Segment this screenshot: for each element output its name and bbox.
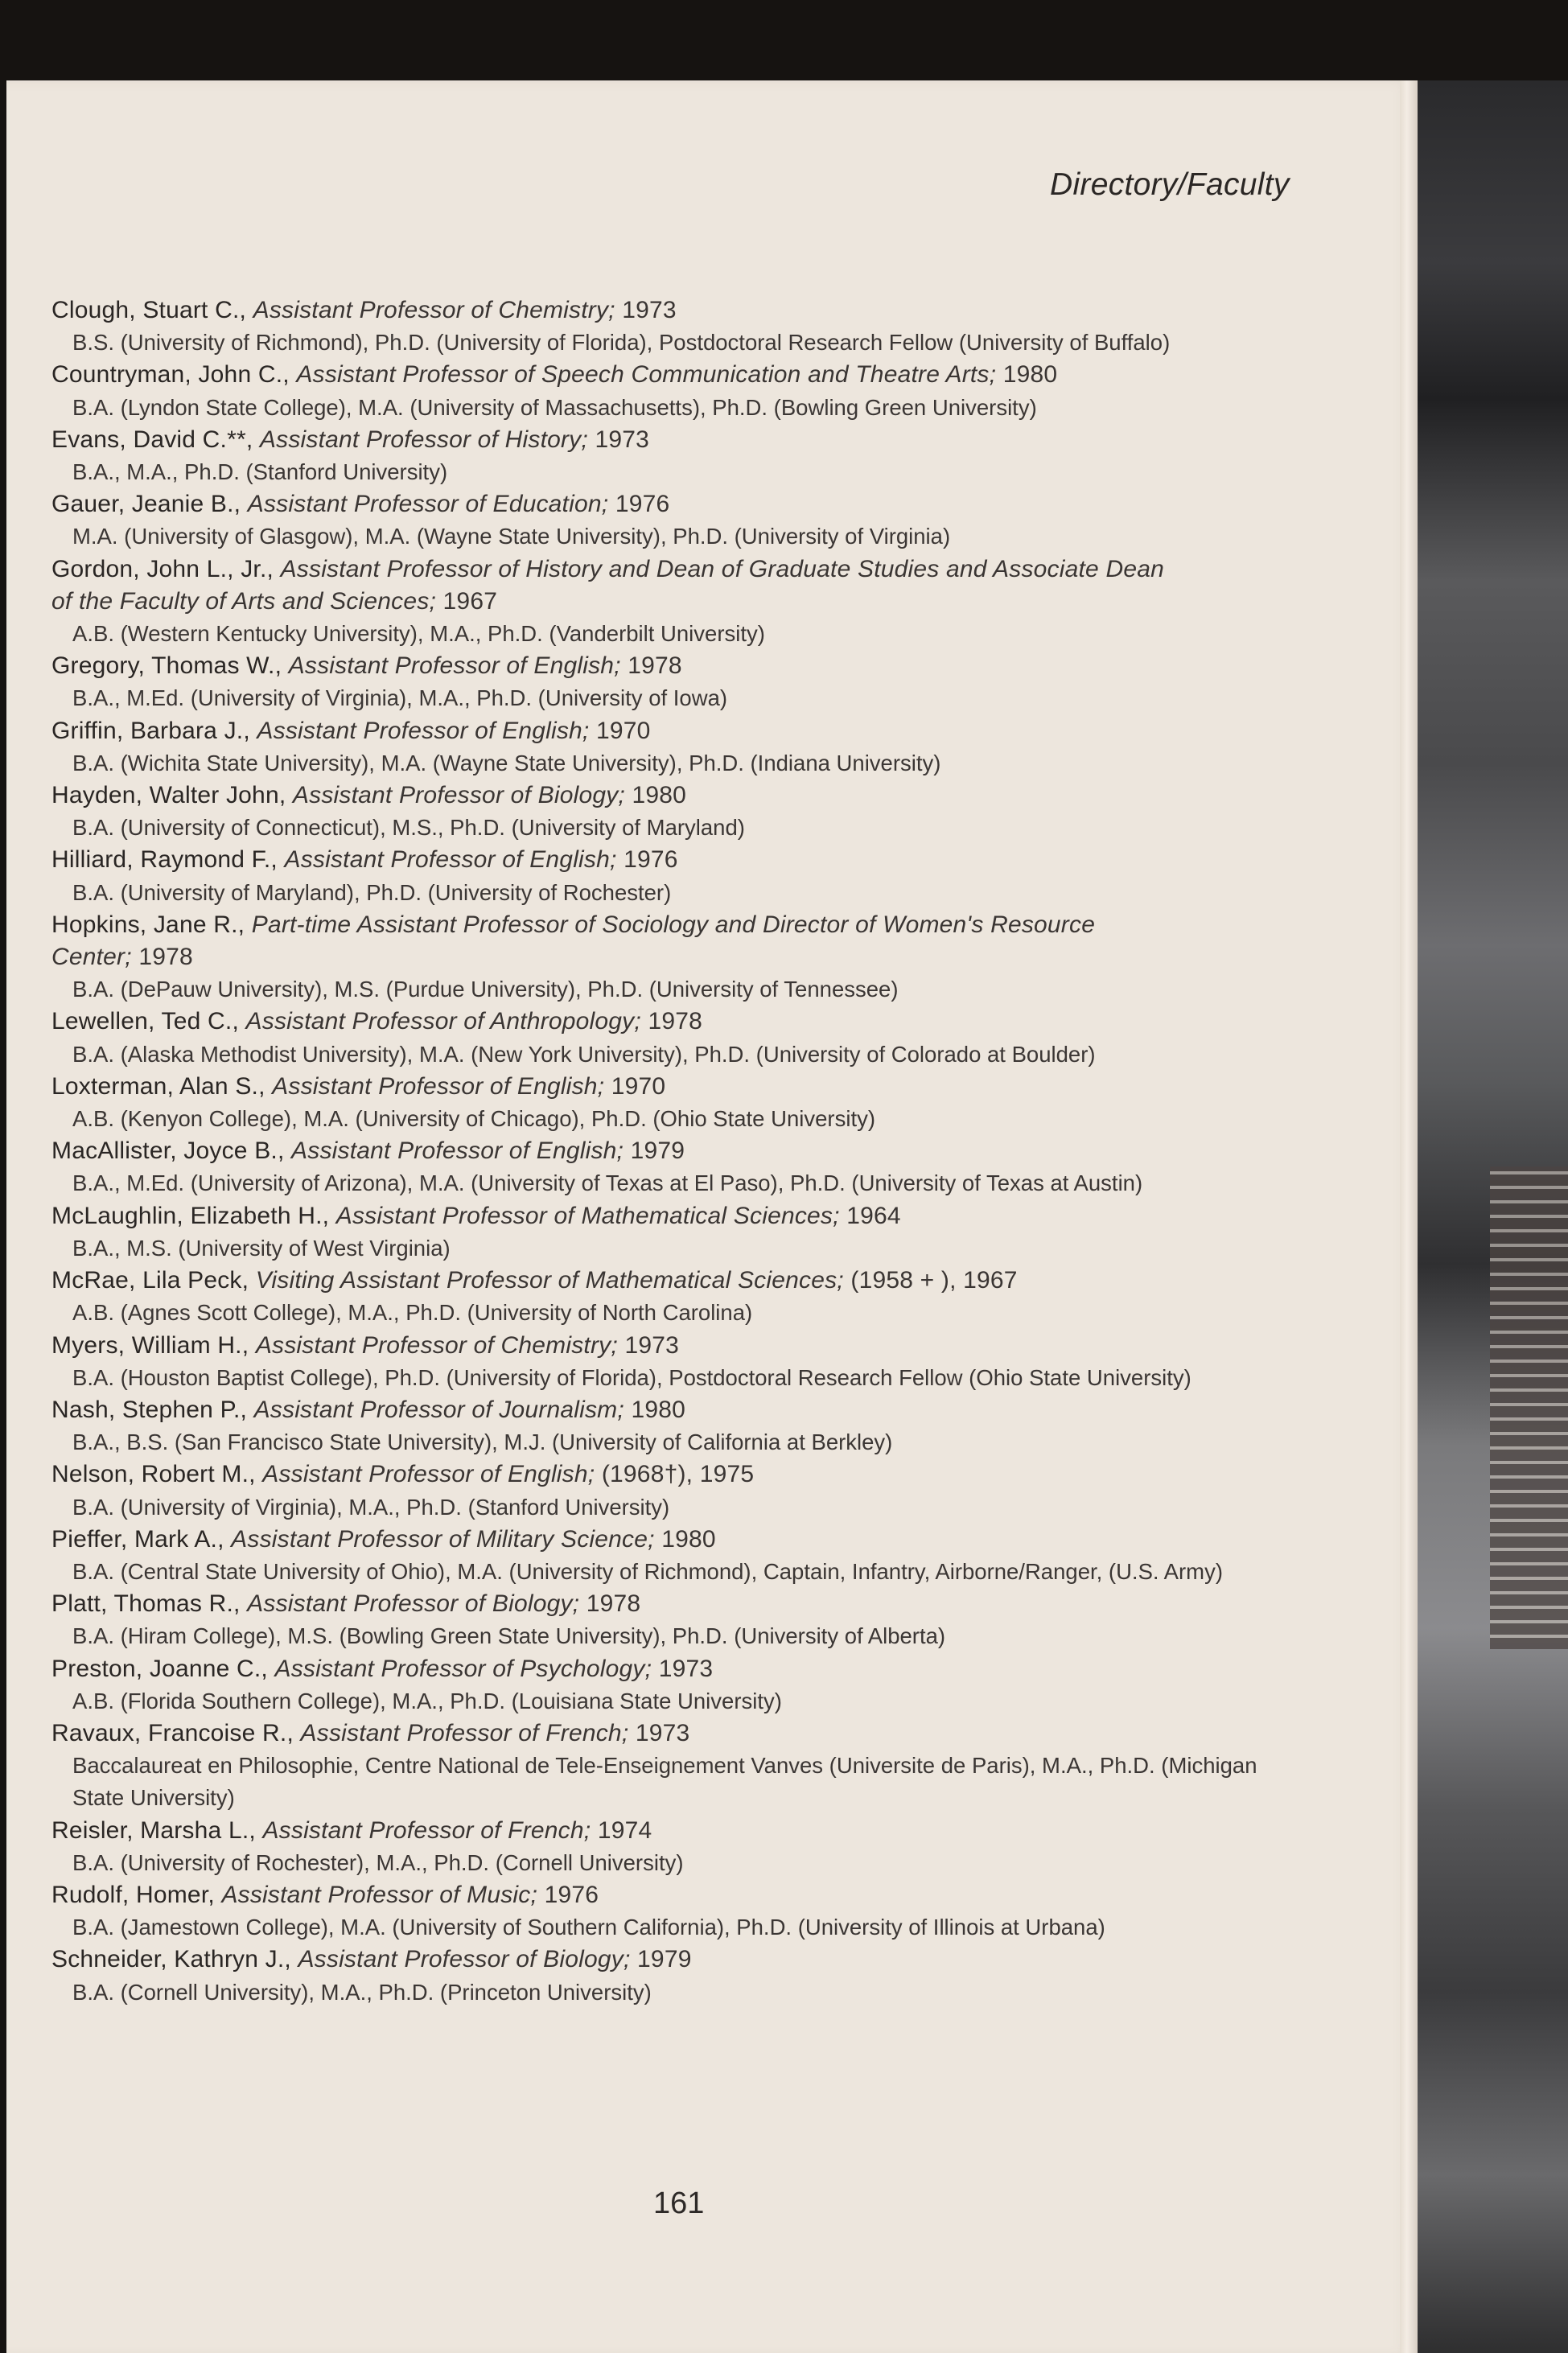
faculty-degrees: M.A. (University of Glasgow), M.A. (Wayne State University), Ph.D. (University of Virginia): [72, 524, 951, 549]
faculty-name: McRae, Lila Peck,: [51, 1267, 249, 1294]
faculty-title: Assistant Professor of Psychology;: [274, 1655, 652, 1682]
faculty-title: Assistant Professor of English;: [262, 1461, 595, 1488]
faculty-entry-heading: [51, 424, 1307, 456]
faculty-degrees: B.A., M.Ed. (University of Virginia), M.A., Ph.D. (University of Iowa): [72, 685, 728, 711]
faculty-name: Loxterman, Alan S.,: [51, 1072, 265, 1100]
faculty-directory-list: [51, 294, 1307, 2009]
faculty-degrees: B.A. (Jamestown College), M.A. (University of Southern California), Ph.D. (University of Illinois at Urbana): [72, 1915, 1105, 1940]
faculty-title: Assistant Professor of Mathematical Sciences;: [335, 1202, 840, 1229]
faculty-degrees: B.A., M.S. (University of West Virginia): [72, 1235, 451, 1261]
faculty-name: Platt, Thomas R.,: [51, 1590, 241, 1618]
faculty-entry: [51, 1071, 1307, 1135]
faculty-title: Assistant Professor of Military Science;: [231, 1525, 655, 1553]
faculty-year: 1978: [648, 1008, 702, 1035]
faculty-title: Assistant Professor of Anthropology;: [245, 1008, 641, 1035]
faculty-entry-heading: [51, 844, 1307, 876]
faculty-name: Nash, Stephen P.,: [51, 1396, 248, 1423]
faculty-entry: [51, 294, 1307, 359]
faculty-entry-heading: [51, 1135, 1307, 1167]
faculty-entry: [51, 1330, 1307, 1394]
faculty-entry: [51, 780, 1307, 844]
faculty-title: Assistant Professor of Biology;: [292, 782, 625, 809]
faculty-degrees: B.A. (Central State University of Ohio), M.A. (University of Richmond), Captain, Infantry, Airborne/Ranger, (U.S. Army): [72, 1558, 1223, 1584]
faculty-name: Gauer, Jeanie B.,: [51, 491, 241, 518]
faculty-degrees: B.A. (University of Virginia), M.A., Ph.D. (Stanford University): [72, 1494, 670, 1520]
page-number: 161: [653, 2186, 705, 2220]
faculty-entry-heading: [51, 1588, 1307, 1620]
faculty-title: Assistant Professor of Chemistry;: [253, 297, 615, 323]
faculty-name: Myers, William H.,: [51, 1331, 249, 1359]
faculty-name: McLaughlin, Elizabeth H.,: [51, 1202, 330, 1229]
faculty-name: Pieffer, Mark A.,: [51, 1525, 224, 1553]
faculty-title: Assistant Professor of French;: [262, 1816, 591, 1844]
faculty-degrees: B.A., B.S. (San Francisco State University), M.J. (University of California at Berkley): [72, 1429, 893, 1455]
faculty-entry-heading: [51, 1394, 1307, 1426]
faculty-title: Assistant Professor of History;: [259, 426, 588, 453]
faculty-title: Assistant Professor of Chemistry;: [255, 1331, 618, 1359]
faculty-year: 1973: [635, 1719, 690, 1746]
faculty-entry-heading: [51, 1717, 1307, 1750]
faculty-entry: [51, 1588, 1307, 1652]
faculty-year: 1967: [442, 587, 498, 615]
faculty-year: 1979: [630, 1137, 685, 1165]
faculty-entry: [51, 488, 1307, 553]
faculty-entry-heading: [51, 1815, 1307, 1847]
faculty-name: Ravaux, Francoise R.,: [51, 1719, 294, 1746]
faculty-name: Reisler, Marsha L.,: [51, 1816, 256, 1844]
faculty-entry: [51, 553, 1307, 651]
faculty-entry-heading: [51, 650, 1307, 682]
faculty-entry: [51, 1200, 1307, 1265]
faculty-title: Part-time Assistant Professor of Sociology and Director of Women's Resource: [251, 911, 1096, 938]
faculty-entry-heading: [51, 1330, 1307, 1362]
faculty-title-continued: of the Faculty of Arts and Sciences;: [51, 587, 436, 615]
faculty-year: 1976: [623, 846, 678, 874]
faculty-entry: [51, 359, 1307, 423]
faculty-title: Assistant Professor of Journalism;: [253, 1396, 624, 1423]
faculty-degrees: B.S. (University of Richmond), Ph.D. (University of Florida), Postdoctoral Research Fellow (University of Buffalo): [72, 330, 1171, 356]
faculty-title: Assistant Professor of English;: [272, 1072, 605, 1100]
faculty-title: Assistant Professor of Speech Communication and Theatre Arts;: [296, 361, 997, 389]
faculty-entry: [51, 1458, 1307, 1523]
faculty-title-continued: Center;: [51, 944, 132, 971]
faculty-name: Hilliard, Raymond F.,: [51, 846, 278, 874]
faculty-year: 1978: [586, 1590, 641, 1618]
background-strip: [1418, 80, 1568, 2353]
faculty-entry-heading: [51, 909, 1307, 973]
faculty-entry: [51, 1006, 1307, 1070]
faculty-entry-heading: [51, 715, 1307, 747]
faculty-degrees: B.A., M.A., Ph.D. (Stanford University): [72, 459, 448, 485]
faculty-title: Assistant Professor of Biology;: [298, 1946, 631, 1973]
faculty-year: 1976: [544, 1881, 599, 1908]
faculty-year: 1979: [637, 1946, 692, 1973]
faculty-degrees: Baccalaureat en Philosophie, Centre National de Tele-Enseignement Vanves (Universite de Paris), M.A., Ph.D. (Michigan State University): [72, 1753, 1257, 1811]
faculty-degrees: B.A. (Alaska Methodist University), M.A. (New York University), Ph.D. (University of Colorado at Boulder): [72, 1041, 1096, 1067]
faculty-entry: [51, 1394, 1307, 1458]
faculty-entry: [51, 1653, 1307, 1717]
faculty-year: 1980: [1002, 361, 1058, 389]
faculty-entry-heading: [51, 553, 1307, 618]
faculty-entry: [51, 1944, 1307, 2008]
faculty-degrees: A.B. (Florida Southern College), M.A., Ph.D. (Louisiana State University): [72, 1688, 782, 1713]
faculty-year: 1973: [622, 297, 677, 323]
faculty-entry: [51, 1879, 1307, 1944]
faculty-title: Assistant Professor of History and Dean of Graduate Studies and Associate Dean: [280, 555, 1164, 582]
faculty-name: Schneider, Kathryn J.,: [51, 1946, 291, 1973]
faculty-entry: [51, 1815, 1307, 1879]
faculty-degrees: B.A. (DePauw University), M.S. (Purdue University), Ph.D. (University of Tennessee): [72, 977, 899, 1002]
faculty-degrees: A.B. (Western Kentucky University), M.A., Ph.D. (Vanderbilt University): [72, 621, 765, 647]
faculty-year: 1980: [632, 782, 687, 809]
faculty-entry-heading: [51, 1879, 1307, 1911]
faculty-name: MacAllister, Joyce B.,: [51, 1137, 285, 1165]
faculty-name: Hopkins, Jane R.,: [51, 911, 245, 938]
faculty-entry-heading: [51, 1071, 1307, 1103]
faculty-entry-heading: [51, 1200, 1307, 1232]
faculty-year: 1978: [628, 652, 682, 680]
faculty-title: Assistant Professor of Biology;: [247, 1590, 580, 1618]
faculty-title: Assistant Professor of Education;: [247, 491, 609, 518]
faculty-entry: [51, 1717, 1307, 1815]
faculty-name: Evans, David C.**,: [51, 426, 253, 453]
faculty-title: Assistant Professor of English;: [291, 1137, 624, 1165]
faculty-degrees: B.A. (University of Connecticut), M.S., Ph.D. (University of Maryland): [72, 815, 745, 841]
faculty-entry-heading: [51, 488, 1307, 520]
faculty-year: 1976: [615, 491, 670, 518]
faculty-year: 1973: [595, 426, 650, 453]
faculty-degrees: B.A. (University of Rochester), M.A., Ph.D. (Cornell University): [72, 1849, 684, 1875]
faculty-entry-heading: [51, 294, 1307, 327]
faculty-entry: [51, 715, 1307, 780]
faculty-degrees: B.A. (University of Maryland), Ph.D. (University of Rochester): [72, 879, 672, 905]
faculty-degrees: A.B. (Kenyon College), M.A. (University of Chicago), Ph.D. (Ohio State University): [72, 1106, 875, 1132]
faculty-degrees: B.A. (Wichita State University), M.A. (Wayne State University), Ph.D. (Indiana University): [72, 750, 941, 775]
faculty-year: 1964: [846, 1202, 901, 1229]
faculty-degrees: B.A. (Hiram College), M.S. (Bowling Green State University), Ph.D. (University of Alberta): [72, 1623, 946, 1649]
page-edge: [1400, 80, 1418, 2353]
faculty-name: Lewellen, Ted C.,: [51, 1008, 239, 1035]
faculty-degrees: B.A. (Houston Baptist College), Ph.D. (University of Florida), Postdoctoral Research Fellow (Ohio State University): [72, 1364, 1191, 1390]
faculty-entry-heading: [51, 1006, 1307, 1038]
faculty-year: 1970: [596, 717, 651, 744]
faculty-name: Gordon, John L., Jr.,: [51, 555, 274, 582]
faculty-entry: [51, 1135, 1307, 1199]
faculty-entry-heading: [51, 359, 1307, 391]
faculty-year: 1980: [661, 1525, 716, 1553]
faculty-name: Gregory, Thomas W.,: [51, 652, 282, 680]
faculty-name: Preston, Joanne C.,: [51, 1655, 268, 1682]
faculty-entry-heading: [51, 1653, 1307, 1685]
faculty-year: 1974: [597, 1816, 652, 1844]
faculty-year: 1980: [631, 1396, 685, 1423]
faculty-entry: [51, 844, 1307, 908]
faculty-year: (1968†), 1975: [601, 1461, 755, 1488]
faculty-entry: [51, 1265, 1307, 1329]
faculty-year: (1958 + ), 1967: [850, 1267, 1018, 1294]
faculty-entry: [51, 1524, 1307, 1588]
faculty-name: Countryman, John C.,: [51, 361, 290, 389]
faculty-entry-heading: [51, 1265, 1307, 1297]
faculty-degrees: B.A. (Cornell University), M.A., Ph.D. (Princeton University): [72, 1979, 652, 2005]
faculty-title: Assistant Professor of English;: [288, 652, 621, 680]
faculty-title: Assistant Professor of English;: [284, 846, 617, 874]
faculty-entry: [51, 909, 1307, 1006]
faculty-title: Assistant Professor of English;: [257, 717, 590, 744]
faculty-entry-heading: [51, 1944, 1307, 1976]
faculty-name: Rudolf, Homer,: [51, 1881, 215, 1908]
faculty-name: Clough, Stuart C.,: [51, 297, 247, 323]
faculty-entry-heading: [51, 1524, 1307, 1556]
faculty-name: Hayden, Walter John,: [51, 782, 286, 809]
faculty-entry: [51, 650, 1307, 714]
faculty-entry: [51, 424, 1307, 488]
faculty-degrees: A.B. (Agnes Scott College), M.A., Ph.D. (University of North Carolina): [72, 1300, 753, 1326]
faculty-year: 1973: [624, 1331, 679, 1359]
faculty-entry-heading: [51, 1458, 1307, 1491]
faculty-title: Assistant Professor of French;: [300, 1719, 629, 1746]
running-header: Directory/Faculty: [1050, 167, 1290, 202]
faculty-year: 1973: [658, 1655, 714, 1682]
faculty-degrees: B.A. (Lyndon State College), M.A. (University of Massachusetts), Ph.D. (Bowling Green University): [72, 394, 1037, 420]
faculty-title: Assistant Professor of Music;: [221, 1881, 538, 1908]
faculty-title: Visiting Assistant Professor of Mathematical Sciences;: [255, 1267, 844, 1294]
faculty-name: Griffin, Barbara J.,: [51, 717, 250, 744]
faculty-year: 1970: [611, 1072, 666, 1100]
faculty-name: Nelson, Robert M.,: [51, 1461, 256, 1488]
faculty-entry-heading: [51, 780, 1307, 812]
faculty-year: 1978: [138, 944, 193, 971]
faculty-degrees: B.A., M.Ed. (University of Arizona), M.A. (University of Texas at El Paso), Ph.D. (University of Texas at Austin): [72, 1170, 1143, 1196]
